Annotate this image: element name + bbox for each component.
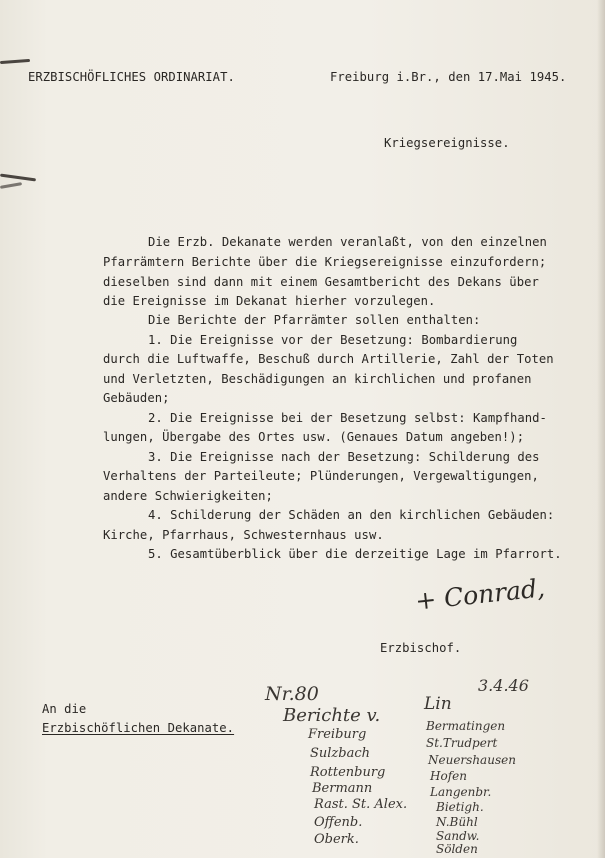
signature: + Conrad, bbox=[413, 573, 547, 616]
handwritten-left-entry: Offenb. bbox=[314, 815, 363, 830]
address-line-2: Erzbischöflichen Dekanate. bbox=[42, 721, 235, 735]
body-line: lungen, Übergabe des Ortes usw. (Genaues Datum angeben!); bbox=[103, 430, 525, 444]
handwritten-right-entry: Bietigh. bbox=[436, 800, 484, 814]
body-line: 1. Die Ereignisse vor der Besetzung: Bombardierung bbox=[148, 333, 518, 347]
body-line: andere Schwierigkeiten; bbox=[103, 489, 273, 503]
place-date: Freiburg i.Br., den 17.Mai 1945. bbox=[330, 70, 567, 84]
handwritten-right-entry: Langenbr. bbox=[430, 785, 492, 799]
body-line: 3. Die Ereignisse nach der Besetzung: Schilderung des bbox=[148, 450, 540, 464]
body-line: durch die Luftwaffe, Beschuß durch Artillerie, Zahl der Toten bbox=[103, 352, 554, 366]
body-line: Die Berichte der Pfarrämter sollen enthalten: bbox=[148, 313, 481, 327]
subject-line: Kriegsereignisse. bbox=[384, 136, 510, 150]
handwritten-date: 3.4.46 bbox=[478, 676, 529, 695]
office-name: ERZBISCHÖFLICHES ORDINARIAT. bbox=[28, 70, 235, 84]
handwritten-left-entry: Freiburg bbox=[308, 727, 367, 742]
signer-title: Erzbischof. bbox=[380, 641, 462, 655]
body-line: dieselben sind dann mit einem Gesamtbericht des Dekans über bbox=[103, 275, 539, 289]
handwritten-left-entry: Rast. St. Alex. bbox=[314, 797, 408, 812]
handwritten-heading: Berichte v. bbox=[283, 705, 381, 726]
body-line: 5. Gesamtüberblick über die derzeitige Lage im Pfarrort. bbox=[148, 547, 562, 561]
handwritten-left-entry: Bermann bbox=[312, 781, 373, 796]
handwritten-ref: Nr.80 bbox=[265, 683, 319, 705]
body-line: Pfarrämtern Berichte über die Kriegsereignisse einzufordern; bbox=[103, 255, 547, 269]
handwritten-right-entry: Sölden bbox=[436, 842, 478, 856]
handwritten-left-entry: Oberk. bbox=[314, 832, 359, 847]
handwritten-right-entry: Neuershausen bbox=[428, 753, 516, 767]
body-line: Gebäuden; bbox=[103, 391, 170, 405]
handwritten-right-head: Lin bbox=[424, 694, 452, 714]
handwritten-right-entry: N.Bühl bbox=[436, 815, 478, 829]
body-line: Die Erzb. Dekanate werden veranlaßt, von den einzelnen bbox=[148, 235, 547, 249]
body-line: 2. Die Ereignisse bei der Besetzung selbst: Kampfhand- bbox=[148, 411, 547, 425]
handwritten-right-entry: Sandw. bbox=[436, 829, 480, 843]
paper-edge-shadow bbox=[597, 0, 605, 858]
body-line: Verhaltens der Parteileute; Plünderungen, Vergewaltigungen, bbox=[103, 469, 539, 483]
handwritten-left-entry: Sulzbach bbox=[310, 746, 371, 761]
handwritten-right-entry: St.Trudpert bbox=[426, 736, 498, 750]
handwritten-left-entry: Rottenburg bbox=[310, 765, 386, 780]
address-line-1: An die bbox=[42, 702, 87, 716]
handwritten-right-entry: Hofen bbox=[430, 769, 467, 783]
body-line: Kirche, Pfarrhaus, Schwesternhaus usw. bbox=[103, 528, 384, 542]
body-line: 4. Schilderung der Schäden an den kirchlichen Gebäuden: bbox=[148, 508, 555, 522]
handwritten-right-entry: Bermatingen bbox=[426, 719, 506, 733]
body-line: die Ereignisse im Dekanat hierher vorzulegen. bbox=[103, 294, 436, 308]
body-line: und Verletzten, Beschädigungen an kirchlichen und profanen bbox=[103, 372, 532, 386]
